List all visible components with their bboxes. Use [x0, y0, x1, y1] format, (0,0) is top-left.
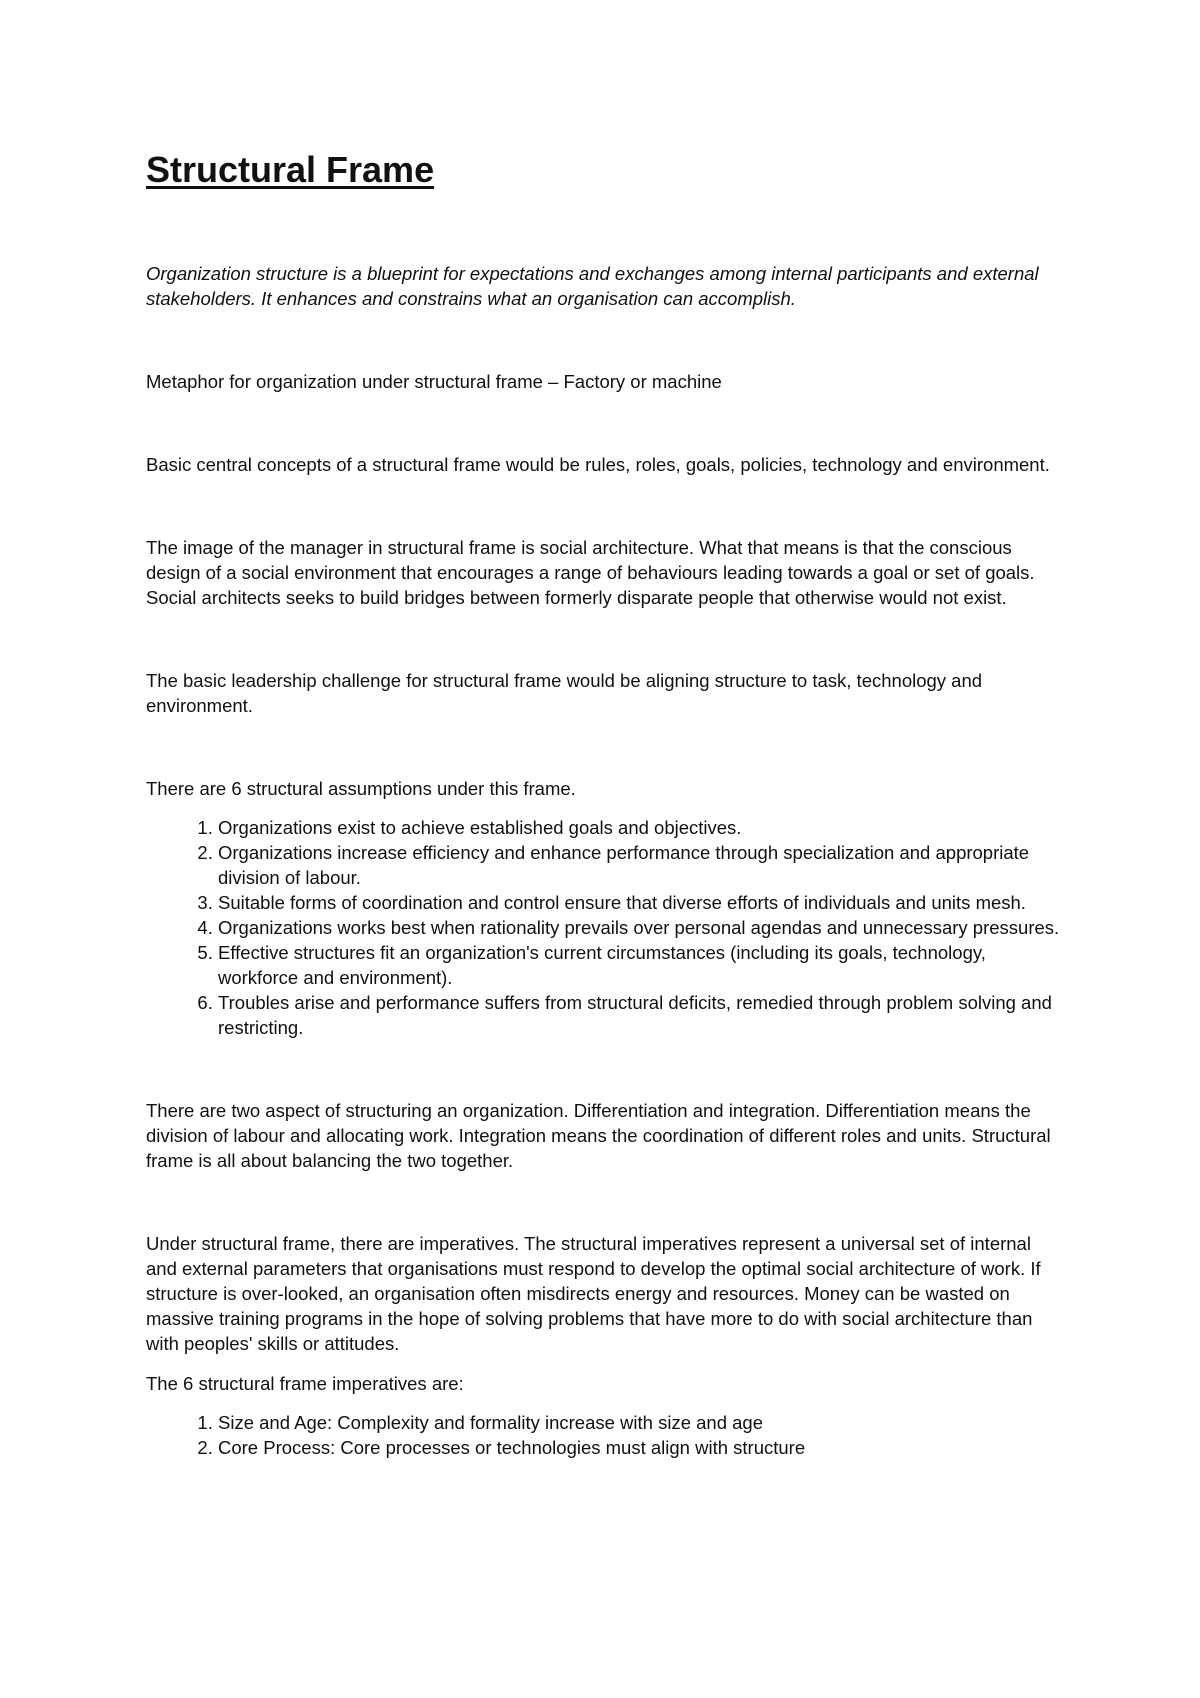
aspects-paragraph: There are two aspect of structuring an organization. Differentiation and integration. Differentiation means the division of labour and allocating work. Integration means the coordination of different roles and units. Structural frame is all about balancing the two together.	[146, 1100, 1051, 1171]
list-item: 6. Troubles arise and performance suffers from structural deficits, remedied through problem solving and restricting.	[218, 990, 1066, 1040]
document-page	[146, 140, 1066, 1460]
imperatives-list-intro: The 6 structural frame imperatives are:	[146, 1373, 464, 1394]
list-item: 5. Effective structures fit an organization's current circumstances (including its goals, technology, workforce and environment).	[218, 940, 1066, 990]
image-of-manager-paragraph: The image of the manager in structural frame is social architecture. What that means is that the conscious design of a social environment that encourages a range of behaviours leading towards a goal or set of goals. Social architects seeks to build bridges between formerly disparate people that otherwise would not exist.	[146, 537, 1035, 608]
assumptions-intro: There are 6 structural assumptions under this frame.	[146, 778, 576, 799]
leadership-challenge-paragraph: The basic leadership challenge for structural frame would be aligning structure to task, technology and environment.	[146, 670, 983, 716]
list-item: 1. Size and Age: Complexity and formality increase with size and age	[218, 1410, 1066, 1435]
imperatives-list	[146, 1410, 1066, 1460]
metaphor-paragraph: Metaphor for organization under structural frame – Factory or machine	[146, 371, 722, 392]
imperatives-paragraph: Under structural frame, there are imperatives. The structural imperatives represent a universal set of internal and external parameters that organisations must respond to develop the optimal social architecture of work. If structure is over-looked, an organisation often misdirects energy and resources. Money can be wasted on massive training programs in the hope of solving problems that have more to do with social architecture than with peoples' skills or attitudes.	[146, 1233, 1041, 1354]
list-item: 3. Suitable forms of coordination and control ensure that diverse efforts of individuals and units mesh.	[218, 890, 1066, 915]
list-item: 1. Organizations exist to achieve established goals and objectives.	[218, 815, 1066, 840]
list-item: 2. Core Process: Core processes or technologies must align with structure	[218, 1435, 1066, 1460]
concepts-paragraph: Basic central concepts of a structural frame would be rules, roles, goals, policies, technology and environment.	[146, 454, 1050, 475]
page-title: Structural Frame	[146, 149, 435, 190]
list-item: 2. Organizations increase efficiency and enhance performance through specialization and appropriate division of labour.	[218, 840, 1066, 890]
list-item: 4. Organizations works best when rationality prevails over personal agendas and unnecessary pressures.	[218, 915, 1066, 940]
assumptions-list	[146, 815, 1066, 1040]
intro-paragraph: Organization structure is a blueprint for expectations and exchanges among internal participants and external stakeholders. It enhances and constrains what an organisation can accomplish.	[146, 263, 1039, 309]
